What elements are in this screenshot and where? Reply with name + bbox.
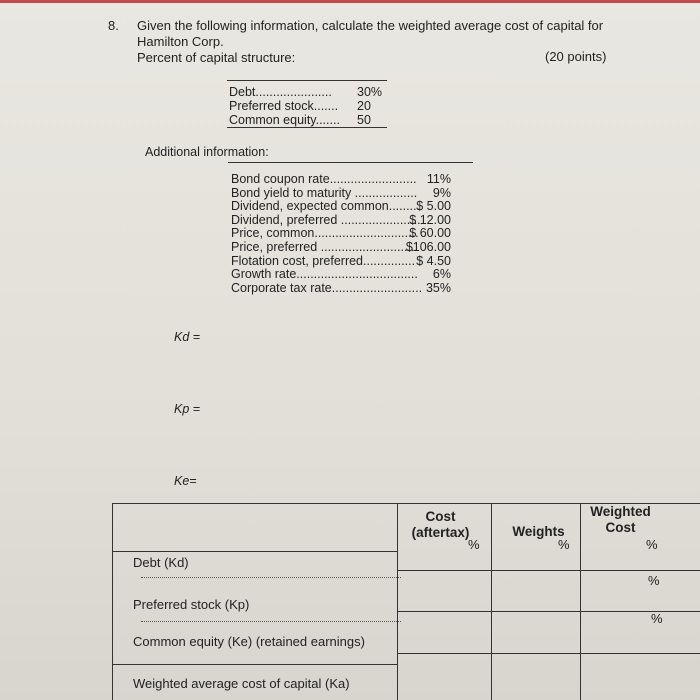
header-cost-line2: (aftertax)	[411, 525, 470, 540]
info-label: Bond coupon rate.........................	[231, 172, 417, 186]
capital-label: Preferred stock.......	[229, 99, 339, 113]
column-divider	[397, 504, 398, 700]
info-label: Corporate tax rate..........................	[231, 280, 423, 295]
additional-heading: Additional information:	[145, 145, 269, 159]
info-row	[228, 226, 473, 240]
info-label: Flotation cost, preferred...............	[231, 253, 416, 268]
capital-value: 50	[357, 113, 371, 127]
question-line-3: Percent of capital structure:	[137, 50, 296, 65]
kp-formula-label: Kp =	[174, 402, 201, 416]
info-label: Price, preferred ............................	[231, 239, 418, 254]
question-number: 8.	[108, 18, 119, 33]
ke-formula-label: Ke=	[174, 474, 197, 488]
info-value: 6%	[432, 267, 451, 282]
capital-row-debt	[227, 85, 387, 99]
percent-sign: %	[646, 537, 658, 552]
capital-label: Debt......................	[229, 85, 332, 99]
info-row	[228, 186, 473, 200]
capital-value: 30%	[357, 85, 383, 99]
row-label-preferred: Preferred stock (Kp)	[133, 597, 250, 612]
percent-sign: %	[651, 611, 663, 626]
capital-structure-table	[227, 80, 387, 128]
info-label: Bond yield to maturity ..................	[231, 185, 418, 200]
header-weights: Weights	[512, 524, 565, 539]
question-text	[137, 18, 603, 66]
info-value: $ 4.50	[416, 253, 451, 268]
info-value: 11%	[426, 172, 451, 186]
additional-info-table	[228, 162, 473, 294]
info-value: $106.00	[405, 239, 451, 254]
capital-value: 20	[357, 99, 371, 113]
percent-sign: %	[468, 537, 480, 552]
column-divider	[491, 504, 492, 700]
info-label: Dividend, preferred .......................	[231, 212, 421, 227]
info-value: $ 5.00	[416, 199, 451, 214]
info-label: Dividend, expected common.........	[231, 199, 420, 214]
row-label-wacc: Weighted average cost of capital (Ka)	[133, 676, 350, 691]
kd-formula-label: Kd =	[174, 330, 201, 344]
info-row	[228, 281, 473, 295]
info-row	[228, 267, 473, 281]
dotted-line	[141, 577, 401, 578]
info-row	[228, 240, 473, 254]
row-divider	[397, 653, 700, 654]
question-line-1: Given the following information, calculate the weighted average cost of capital for	[137, 18, 604, 33]
info-row	[228, 254, 473, 268]
info-row	[228, 199, 473, 213]
question-line-2: Hamilton Corp.	[137, 34, 224, 49]
info-value: $ 60.00	[409, 226, 451, 241]
header-weighted-line1: Weighted	[590, 504, 651, 519]
info-value: 9%	[432, 185, 451, 200]
header-weighted-cost	[583, 504, 658, 536]
percent-sign: %	[558, 537, 570, 552]
header-cost	[403, 509, 478, 541]
percent-sign: %	[648, 573, 660, 588]
row-divider	[397, 570, 700, 571]
info-row	[228, 172, 473, 186]
header-cost-line1: Cost	[425, 509, 456, 524]
info-row	[228, 213, 473, 227]
info-label: Price, common..............................	[231, 226, 419, 241]
top-rule	[0, 0, 700, 3]
info-value: $ 12.00	[409, 212, 451, 227]
row-divider	[113, 551, 397, 552]
capital-row-preferred	[227, 99, 387, 113]
row-divider	[113, 664, 397, 665]
wacc-table	[112, 503, 700, 700]
header-weighted-line2: Cost	[605, 520, 636, 535]
row-label-common: Common equity (Ke) (retained earnings)	[133, 634, 365, 649]
info-value: 35%	[425, 280, 451, 295]
row-label-debt: Debt (Kd)	[133, 555, 189, 570]
points-label: (20 points)	[545, 49, 607, 64]
capital-label: Common equity.......	[229, 113, 340, 127]
dotted-line	[141, 621, 401, 622]
capital-row-common	[227, 113, 387, 128]
info-label: Growth rate...................................	[231, 267, 418, 282]
